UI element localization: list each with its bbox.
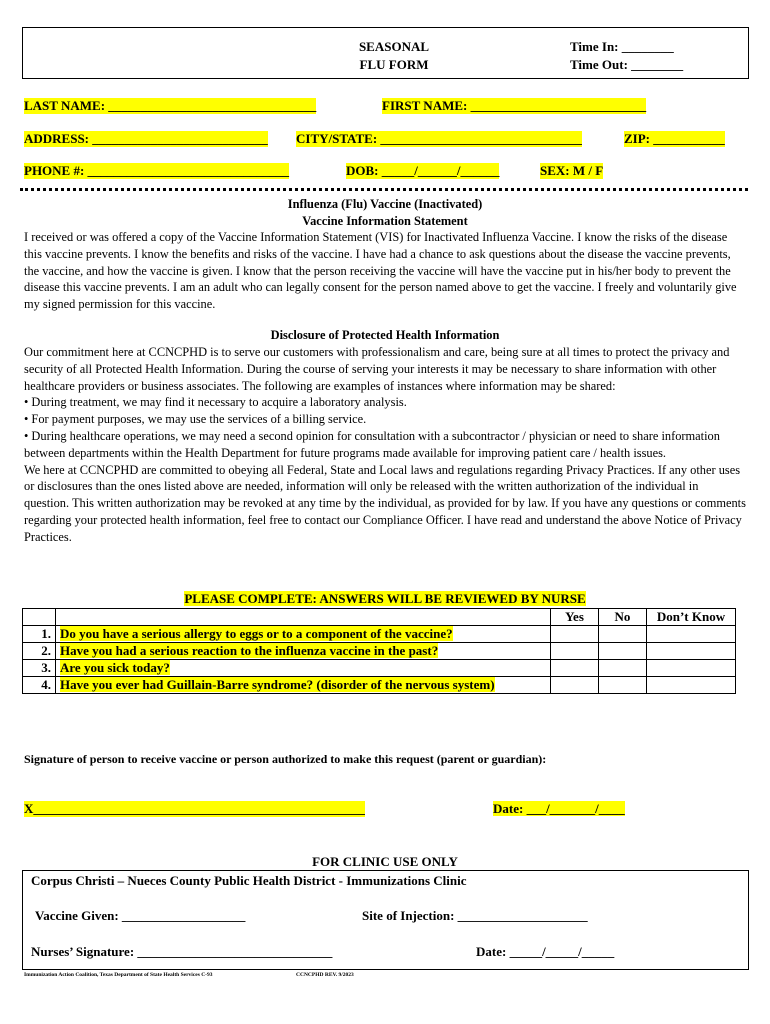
answer-yes-checkbox[interactable] — [551, 660, 599, 677]
signature-label: Signature of person to receive vaccine or person authorized to make this request (parent or guardian): — [24, 752, 547, 766]
question-text: Are you sick today? — [60, 660, 170, 675]
phi-section — [24, 344, 746, 546]
questionnaire-table — [22, 608, 736, 694]
vis-title-line1: Influenza (Flu) Vaccine (Inactivated) — [287, 197, 483, 211]
signature-date-field[interactable] — [493, 801, 625, 817]
answer-yes-checkbox[interactable] — [551, 626, 599, 643]
answer-yes-checkbox[interactable] — [551, 643, 599, 660]
zip-field[interactable]: ZIP: ___________ — [624, 131, 725, 146]
question-number: 4. — [23, 677, 56, 694]
dob-field[interactable]: DOB: _____/______/______ — [346, 163, 500, 178]
section-divider — [20, 188, 748, 191]
time-in-field[interactable]: Time In: ________ — [570, 39, 674, 54]
vis-consent-text: I received or was offered a copy of the Vaccine Information Statement (VIS) for Inactivated Influenza Vaccine. I know the risks of the disease this vaccine prevents. I know the benefits and risks of the vaccine. I have had a chance to ask questions about the disease the vaccine prevents, the vaccine, and how the vaccine is given. I know that the person receiving the vaccine will have the vaccine put in his/her body to prevent the disease this vaccine prevents. I am an adult who can legally consent for the person named above to get the vaccine. I freely and voluntarily give my signed permission for this vaccine. — [24, 230, 737, 312]
phi-bullet-treatment: • During treatment, we may find it necessary to acquire a laboratory analysis. — [24, 395, 407, 410]
address-field[interactable]: ADDRESS: ___________________________ — [24, 131, 268, 146]
phi-intro: Our commitment here at CCNCPHD is to serve our customers with professionalism and care, being sure at all times to protect the privacy and security of all Protected Health Information. During the course of serving your interests it may be necessary to share information with other healthcare providers or business associates. The following are examples of instances where information may be shared: — [24, 345, 730, 393]
footer-source: Immunization Action Coalition, Texas Department of State Health Services C-93 — [24, 972, 213, 978]
phone-field[interactable]: PHONE #: _______________________________ — [24, 163, 290, 178]
vis-title — [24, 196, 746, 230]
form-title-line1: SEASONAL — [358, 39, 430, 54]
phi-bullet-payment: • For payment purposes, we may use the services of a billing service. — [24, 412, 367, 427]
phi-bullet-operations: • During healthcare operations, we may need a second opinion for consultation with a subcontractor / physician or need to share information between departments within the Health Department for future programs made available for improving patient care / health issues. — [24, 428, 720, 460]
answer-no-checkbox[interactable] — [599, 626, 647, 643]
footer-revision: CCNCPHD REV. 9/2023 — [296, 972, 354, 978]
clinic-use-heading: FOR CLINIC USE ONLY — [312, 854, 458, 869]
clinic-date-field[interactable]: Date: _____/_____/_____ — [476, 944, 615, 959]
question-number: 1. — [23, 626, 56, 643]
table-row — [23, 660, 736, 677]
answer-no-checkbox[interactable] — [599, 660, 647, 677]
question-number: 2. — [23, 643, 56, 660]
answer-no-checkbox[interactable] — [599, 677, 647, 694]
vaccine-given-field[interactable]: Vaccine Given: ___________________ — [35, 908, 246, 923]
answer-dont-know-checkbox[interactable] — [647, 626, 736, 643]
question-text: Do you have a serious allergy to eggs or to a component of the vaccine? — [60, 626, 453, 641]
answer-dont-know-checkbox[interactable] — [647, 677, 736, 694]
table-row — [23, 643, 736, 660]
form-title — [350, 38, 438, 74]
last-name-field[interactable]: LAST NAME: ________________________________ — [24, 98, 317, 113]
phi-closing: We here at CCNCPHD are committed to obeying all Federal, State and Local laws and regulations regarding Privacy Practices. If any other uses or disclosures than the ones listed above are needed, information will only be released with the written authorization of the individual in question. This written authorization may be revoked at any time by the individual, as provided for by law. If you have any questions or comments regarding your protected health information, feel free to contact our Compliance Officer. I have read and understand the above Notice of Privacy Practices. — [24, 462, 746, 544]
site-of-injection-field[interactable]: Site of Injection: ____________________ — [362, 908, 588, 923]
answer-dont-know-checkbox[interactable] — [647, 660, 736, 677]
vis-title-line2: Vaccine Information Statement — [302, 213, 468, 228]
city-state-field[interactable]: CITY/STATE: _______________________________ — [296, 131, 582, 146]
first-name-field[interactable]: FIRST NAME: ___________________________ — [382, 98, 647, 113]
time-fields — [570, 38, 683, 74]
signature-line[interactable]: X___________________________________________________ — [24, 801, 365, 816]
nurse-signature-field[interactable]: Nurses’ Signature: ______________________________ — [31, 944, 333, 959]
sex-field[interactable]: SEX: M / F — [540, 163, 604, 178]
questionnaire-title: PLEASE COMPLETE: ANSWERS WILL BE REVIEWED BY NURSE — [184, 591, 586, 606]
question-text: Have you ever had Guillain-Barre syndrome? (disorder of the nervous system) — [60, 677, 495, 692]
answer-dont-know-checkbox[interactable] — [647, 643, 736, 660]
column-header-dont-know: Don’t Know — [647, 609, 736, 626]
question-text: Have you had a serious reaction to the influenza vaccine in the past? — [60, 643, 439, 658]
table-row — [23, 677, 736, 694]
column-header-yes: Yes — [551, 609, 599, 626]
column-header-no: No — [599, 609, 647, 626]
form-title-line2: FLU FORM — [359, 57, 429, 72]
table-row — [23, 626, 736, 643]
phi-title: Disclosure of Protected Health Information — [270, 328, 500, 342]
table-header-row — [23, 609, 736, 626]
time-out-field[interactable]: Time Out: ________ — [570, 57, 684, 72]
answer-yes-checkbox[interactable] — [551, 677, 599, 694]
questionnaire-title-wrap — [22, 591, 748, 607]
question-number: 3. — [23, 660, 56, 677]
clinic-name: Corpus Christi – Nueces County Public Health District - Immunizations Clinic — [31, 873, 467, 888]
signature-date-text: Date: ___/_______/____ — [493, 801, 625, 816]
answer-no-checkbox[interactable] — [599, 643, 647, 660]
